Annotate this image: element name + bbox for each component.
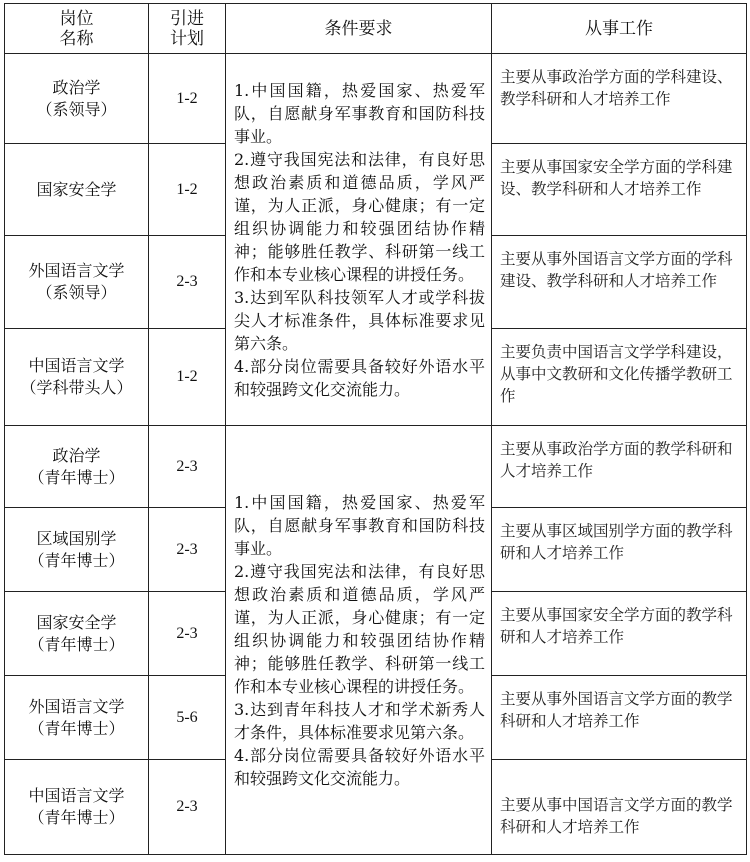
plan-cell: 1-2 (149, 54, 226, 144)
work-cell (492, 508, 747, 592)
header-plan-line1: 引进 (170, 8, 204, 29)
work-cell (492, 236, 747, 329)
plan-cell: 5-6 (149, 676, 226, 760)
position-cell (5, 236, 149, 329)
work-cell (492, 760, 747, 855)
position-cell (5, 144, 149, 236)
plan-cell: 2-3 (149, 592, 226, 676)
position-cell (5, 760, 149, 855)
position-name: 政治学 (52, 77, 101, 97)
work-text: 主要从事政治学方面的教学科研和人才培养工作 (500, 440, 733, 480)
table-row (5, 426, 747, 508)
requirement-item: 3.达到青年科技人才和学术新秀人才条件，具体标准要求见第六条。 (234, 699, 485, 742)
requirement-item: 2.遵守我国宪法和法律，有良好思想政治素质和道德品质，学风严谨，为人正派，身心健康；有一定组织协调能力和较强团结协作精神；能够胜任教学、科研第一线工作和本专业核心课程的讲授任务。 (234, 149, 485, 284)
header-plan-line2: 计划 (170, 28, 204, 49)
position-name: 国家安全学 (36, 612, 117, 632)
position-sub: （青年博士） (28, 634, 125, 654)
header-work: 从事工作 (492, 4, 747, 54)
position-cell (5, 592, 149, 676)
work-cell (492, 592, 747, 676)
position-name: 外国语言文学 (28, 261, 125, 280)
recruitment-table (4, 3, 747, 855)
header-position-line1: 岗位 (59, 8, 94, 29)
work-text: 主要从事国家安全学方面的学科建设、教学科研和人才培养工作 (500, 158, 733, 198)
position-sub: （系领导） (36, 283, 117, 302)
work-text: 主要从事中国语言文学方面的教学科研和人才培养工作 (500, 796, 733, 836)
work-text: 主要负责中国语言文学学科建设，从事中文教研和文化传播学教研工作 (500, 343, 733, 405)
plan-cell: 2-3 (149, 426, 226, 508)
position-name: 中国语言文学 (28, 356, 125, 375)
requirement-item: 2.遵守我国宪法和法律，有良好思想政治素质和道德品质，学风严谨，为人正派，身心健康；有一定组织协调能力和较强团结协作精神；能够胜任教学、科研第一线工作和本专业核心课程的讲授任务。 (234, 561, 485, 696)
position-name: 外国语言文学 (28, 696, 125, 716)
plan-cell: 2-3 (149, 760, 226, 855)
position-name: 区域国别学 (36, 528, 117, 548)
work-cell (492, 144, 747, 236)
work-text: 主要从事政治学方面的学科建设、教学科研和人才培养工作 (500, 68, 733, 108)
header-plan (149, 4, 226, 54)
header-requirements: 条件要求 (226, 4, 492, 54)
requirements-cell-group2 (226, 426, 492, 855)
position-sub: （系领导） (36, 99, 117, 119)
work-cell (492, 426, 747, 508)
position-sub: （青年博士） (28, 808, 125, 827)
position-name: 政治学 (52, 445, 101, 465)
position-sub: （青年博士） (28, 467, 125, 487)
header-position-line2: 名称 (59, 28, 94, 49)
header-position (5, 4, 149, 54)
work-text: 主要从事外国语言文学方面的教学科研和人才培养工作 (500, 690, 733, 730)
requirement-item: 3.达到军队科技领军人才或学科拔尖人才标准条件，具体标准要求见第六条。 (234, 287, 485, 353)
requirement-item: 1.中国国籍，热爱国家、热爱军队，自愿献身军事教育和国防科技事业。 (234, 80, 485, 146)
table-row (5, 54, 747, 144)
requirements-cell-group1 (226, 54, 492, 426)
position-sub: （学科带头人） (20, 378, 133, 397)
plan-cell: 2-3 (149, 236, 226, 329)
requirement-item: 4.部分岗位需要具备较好外语水平和较强跨文化交流能力。 (234, 745, 485, 788)
work-cell (492, 54, 747, 144)
work-text: 主要从事外国语言文学方面的学科建设、教学科研和人才培养工作 (500, 250, 733, 290)
header-row (5, 4, 747, 54)
position-name: 国家安全学 (36, 179, 117, 199)
plan-cell: 1-2 (149, 329, 226, 426)
plan-cell: 1-2 (149, 144, 226, 236)
position-cell (5, 329, 149, 426)
position-cell (5, 426, 149, 508)
position-sub: （青年博士） (28, 550, 125, 570)
plan-cell: 2-3 (149, 508, 226, 592)
requirement-item: 1.中国国籍，热爱国家、热爱军队，自愿献身军事教育和国防科技事业。 (234, 492, 485, 558)
work-text: 主要从事国家安全学方面的教学科研和人才培养工作 (500, 606, 733, 646)
position-sub: （青年博士） (28, 718, 125, 738)
work-text: 主要从事区域国别学方面的教学科研和人才培养工作 (500, 522, 733, 562)
position-cell (5, 508, 149, 592)
position-name: 中国语言文学 (28, 786, 125, 805)
position-cell (5, 676, 149, 760)
position-cell (5, 54, 149, 144)
requirement-item: 4.部分岗位需要具备较好外语水平和较强跨文化交流能力。 (234, 356, 485, 399)
work-cell (492, 329, 747, 426)
work-cell (492, 676, 747, 760)
